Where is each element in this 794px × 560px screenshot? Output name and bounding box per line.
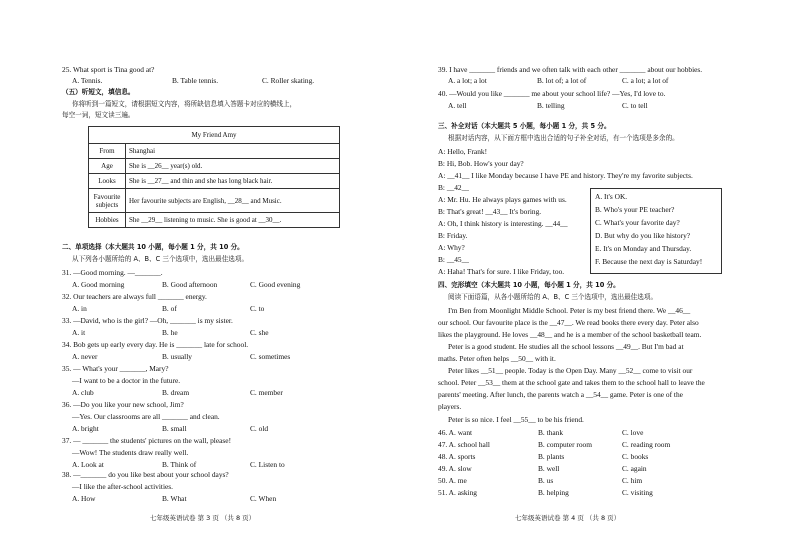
page-footer: 七年级英语试卷 第 4 页 （共 8 页） — [515, 514, 621, 522]
section-5-instruction: 每空一词，短文读三遍。 — [62, 111, 135, 119]
dialog-line: B: Hi, Bob. How's your day? — [438, 159, 524, 168]
row-label: Hobbies — [89, 213, 126, 228]
option: B. Good afternoon — [162, 280, 218, 289]
option: B. of — [162, 304, 177, 313]
question-34: 34. Bob gets up early every day. He is _______ late for school. — [62, 340, 249, 349]
answer-option: 47. A. school hall — [438, 440, 490, 449]
option: A. How — [72, 494, 96, 503]
answer-option: B. plants — [538, 452, 565, 461]
option: B. Think of — [162, 460, 197, 469]
answer-option: B. well — [538, 464, 560, 473]
row-text: She __29__ listening to music. She is good at __30__. — [126, 213, 340, 228]
row-label: Age — [89, 159, 126, 174]
passage-line: players. — [438, 402, 462, 411]
option: A. Tennis. — [72, 76, 103, 85]
dialog-line: B: __45__ — [438, 255, 470, 264]
row-label: Looks — [89, 174, 126, 189]
answer-option: C. books — [622, 452, 649, 461]
dialog-line: B: __42__ — [438, 183, 470, 192]
question-40: 40. —Would you like _______ me about your school life? —Yes, I'd love to. — [438, 89, 666, 98]
dialog-line: A: Oh, I think history is interesting. __44__ — [438, 219, 568, 228]
box-option: E. It's on Monday and Thursday. — [595, 244, 692, 253]
answer-option: 49. A. slow — [438, 464, 472, 473]
table-row — [89, 174, 340, 189]
dialog-line: A: Why? — [438, 243, 465, 252]
section-5-title: （五）听短文，填信息。 — [62, 88, 135, 96]
box-option: C. What's your favorite day? — [595, 218, 680, 227]
option: C. Listen to — [250, 460, 285, 469]
box-option: D. But why do you like history? — [595, 231, 691, 240]
option: A. a lot; a lot — [448, 76, 487, 85]
section-2-title: 二、单项选择（本大题共 10 小题，每小题 1 分，共 10 分。 — [62, 243, 244, 251]
passage-line: our school. Our favourite place is the __47__. We read books there every day. Peter also — [438, 318, 699, 327]
question-38: 38. —_______ do you like best about your school days? — [62, 470, 229, 479]
answer-option: B. thank — [538, 428, 564, 437]
table-caption: My Friend Amy — [89, 127, 340, 144]
option: B. he — [162, 328, 178, 337]
option: A. club — [72, 388, 94, 397]
answer-option: B. helping — [538, 488, 569, 497]
dialog-line: A: Mr. Hu. He always plays games with us. — [438, 195, 567, 204]
question-31: 31. —Good morning. —_______. — [62, 268, 163, 277]
option: C. Roller skating. — [262, 76, 315, 85]
option: C. to tell — [622, 101, 648, 110]
question-38-reply: —I like the after-school activities. — [72, 482, 174, 491]
passage-line: school. Peter __53__ them at the school gate and takes them to the school hall to leave the — [438, 378, 705, 387]
box-option: F. Because the next day is Saturday! — [595, 257, 703, 266]
table-row — [89, 213, 340, 228]
option: C. a lot; a lot of — [622, 76, 669, 85]
answer-option: B. computer room — [538, 440, 592, 449]
section-3-instruction: 根据对话内容，从下面方框中选出合适的句子补全对话，有一个选项是多余的。 — [448, 134, 679, 142]
answer-option: 50. A. me — [438, 476, 467, 485]
option: B. What — [162, 494, 187, 503]
answer-option: C. reading room — [622, 440, 671, 449]
option: A. Good morning — [72, 280, 125, 289]
section-3-title: 三、补全对话（本大题共 5 小题，每小题 1 分，共 5 分。 — [438, 122, 611, 130]
dialog-line: A: __41__ I like Monday because I have PE and history. They're my favorite subjects. — [438, 171, 693, 180]
passage-line: parents' meeting. After lunch, the parents watch a __54__ game. Peter is one of the — [438, 390, 683, 399]
question-37: 37. — _______ the students' pictures on the wall, please! — [62, 436, 232, 445]
answer-option: 51. A. asking — [438, 488, 478, 497]
table-row — [89, 144, 340, 159]
option: A. in — [72, 304, 87, 313]
row-text: She is __26__ year(s) old. — [126, 159, 340, 174]
box-option: B. Who's your PE teacher? — [595, 205, 675, 214]
row-label: From — [89, 144, 126, 159]
info-table — [88, 126, 340, 228]
option: A. tell — [448, 101, 467, 110]
question-32: 32. Our teachers are always full _______ energy. — [62, 292, 207, 301]
section-4-instruction: 阅读下面语篇，从各小题所给的 A、B、C 三个选项中，选出最佳选项。 — [448, 293, 658, 301]
option: A. Look at — [72, 460, 104, 469]
passage-line: Peter likes __51__ people. Today is the Open Day. Many __52__ come to visit our — [448, 366, 693, 375]
section-5-instruction: 你将听到一篇短文，请根据短文内容，将所缺信息填入答题卡对应的横线上， — [72, 100, 297, 108]
answer-option: B. us — [538, 476, 554, 485]
answer-option: C. visiting — [622, 488, 653, 497]
option: C. member — [250, 388, 283, 397]
option: C. old — [250, 424, 269, 433]
answer-option: C. him — [622, 476, 643, 485]
option: A. it — [72, 328, 86, 337]
option: C. to — [250, 304, 265, 313]
option: B. Table tennis. — [172, 76, 219, 85]
option: B. small — [162, 424, 187, 433]
option: C. When — [250, 494, 277, 503]
passage-line: I'm Ben from Moonlight Middle School. Peter is my best friend there. We __46__ — [448, 306, 691, 315]
row-label: Favourite subjects — [89, 189, 126, 213]
option: A. bright — [72, 424, 99, 433]
passage-line: likes the playground. He loves __48__ and he is a member of the school basketball team. — [438, 330, 702, 339]
question-36-reply: —Yes. Our classrooms are all _______ and clean. — [72, 412, 220, 421]
option: C. Good evening — [250, 280, 301, 289]
option: A. never — [72, 352, 98, 361]
question-35-reply: —I want to be a doctor in the future. — [72, 376, 181, 385]
page-footer: 七年级英语试卷 第 3 页 （共 8 页） — [150, 514, 256, 522]
option: C. sometimes — [250, 352, 291, 361]
question-35: 35. — What's your _______, Mary? — [62, 364, 169, 373]
passage-line: Peter is a good student. He studies all the school lessons __49__. But I'm bad at — [448, 342, 684, 351]
section-4-title: 四、完形填空（本大题共 10 小题，每小题 1 分，共 10 分。 — [438, 281, 620, 289]
table-row — [89, 189, 340, 213]
option: C. she — [250, 328, 269, 337]
answer-option: C. love — [622, 428, 644, 437]
dialog-line: B: Friday. — [438, 231, 468, 240]
dialog-line: A: Haha! That's for sure. I like Friday, too. — [438, 267, 565, 276]
question-33: 33. —David, who is the girl? —Oh, _______ is my sister. — [62, 316, 233, 325]
answer-option: 48. A. sports — [438, 452, 476, 461]
option: B. usually — [162, 352, 192, 361]
row-text: Shanghai — [126, 144, 340, 159]
box-option: A. It's OK. — [595, 192, 628, 201]
row-text: Her favourite subjects are English, __28__ and Music. — [126, 189, 340, 213]
dialog-line: B: That's great! __43__ It's boring. — [438, 207, 542, 216]
question-39: 39. I have _______ friends and we often talk with each other _______ about our hobbies. — [438, 65, 703, 74]
passage-line: Peter is so nice. I feel __55__ to be his friend. — [448, 415, 584, 424]
question-25: 25. What sport is Tina good at? — [62, 65, 155, 74]
row-text: She is __27__ and thin and she has long black hair. — [126, 174, 340, 189]
answer-option: 46. A. want — [438, 428, 473, 437]
question-37-reply: —Wow! The students draw really well. — [72, 448, 189, 457]
section-2-instruction: 从下列各小题所给的 A、B、C 三个选项中，选出最佳选项。 — [72, 255, 249, 263]
option: B. telling — [537, 101, 565, 110]
dialog-line: A: Hello, Frank! — [438, 147, 488, 156]
options-box — [590, 188, 722, 274]
answer-option: C. again — [622, 464, 647, 473]
table-row — [89, 159, 340, 174]
passage-line: maths. Peter often helps __50__ with it. — [438, 354, 556, 363]
question-36: 36. —Do you like your new school, Jim? — [62, 400, 184, 409]
option: B. lot of; a lot of — [537, 76, 587, 85]
option: B. dream — [162, 388, 190, 397]
